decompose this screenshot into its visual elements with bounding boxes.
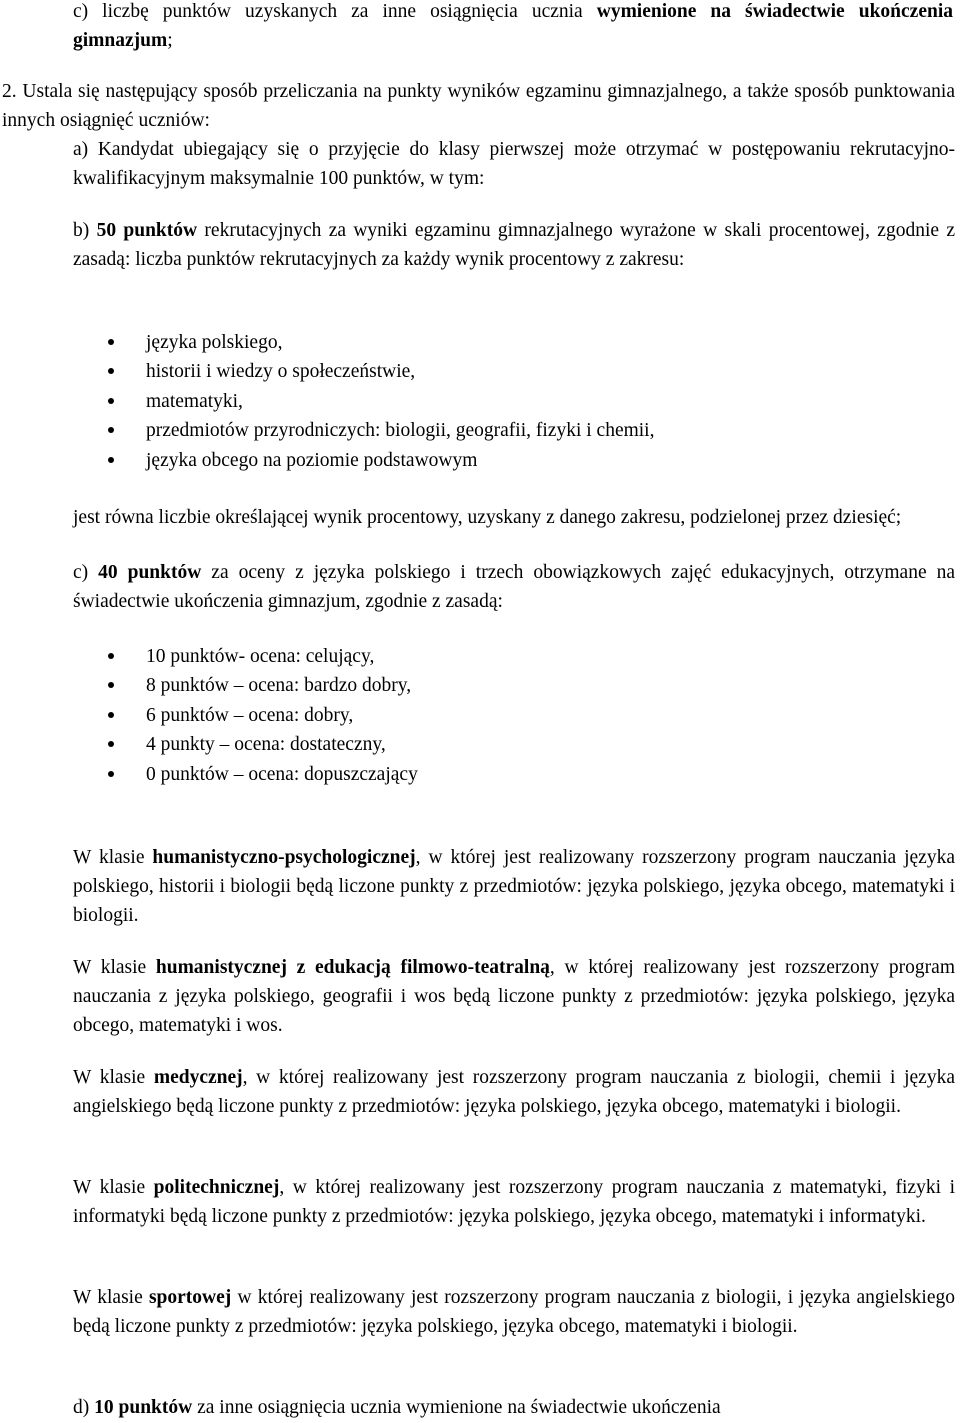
bullet-icon xyxy=(108,368,114,374)
paragraph-class-humanistyczna: W klasie humanistycznej z edukacją filmowo-teatralną, w której realizowany jest rozszerzony program nauczania z języka polskiego, geografii i wos będą liczone punkty z przedmiotów: języka polskiego, języka obcego, matematyki i wos. xyxy=(73,957,955,1036)
paragraph-top-c: c) liczbę punktów uzyskanych za inne osiągnięcia ucznia wymienione na świadectwie ukończenia gimnazjum; xyxy=(73,1,953,51)
paragraph-b: b) 50 punktów rekrutacyjnych za wyniki egzaminu gimnazjalnego wyrażone w skali procentowej, zgodnie z zasadą: liczba punktów rekrutacyjnych za każdy wynik procentowy z zakresu: xyxy=(73,220,955,270)
document-page: c) liczbę punktów uzyskanych za inne osiągnięcia ucznia wymienione na świadectwie ukończenia gimnazjum; 2. Ustala się następujący sposób przeliczania na punkty wyników egzaminu gimnazjalnego, a także sposób punktowania innych osiągnięć uczniów: a) Kandydat ubiegający się o przyjęcie do klasy pierwszej może otrzymać w postępowaniu rekrutacyjno-kwalifikacyjnym maksymalnie 100 punktów, w tym: b) 50 punktów rekrutacyjnych za wyniki egzaminu gimnazjalnego wyrażone w skali procentowej, zgodnie z zasadą: liczba punktów rekrutacyjnych za każdy wynik procentowy z zakresu: języka polskiego, historii i wiedzy o społeczeństwie, matematyki, przedmiotów przyrodniczych: biologii, geografii, fizyki i chemii, języka obcego na poziomie podstawowym jest równa liczbie określającej wynik procentowy, uzyskany z danego zakresu, podzielonej przez dziesięć; c) 40 punktów za oceny z języka polskiego i trzech obowiązkowych zajęć edukacyjnych, otrzymane na świadectwie ukończenia gimnazjum, zgodnie z zasadą: 10 punktów- ocena: celujący, 8 punktów – ocena: bardzo dobry, 6 punktów – ocena: dobry, 4 punkty – ocena: dostateczny, 0 punktów – ocena: dopuszczający W klasie humanistyczno-psychologicznej, w której jest realizowany rozszerzony program nauczania języka polskiego, historii i biologii będą liczone punkty z przedmiotów: języka polskiego, języka obcego, matematyki i biologii. W klasie humanistycznej z edukacją filmowo-teatralną, w której realizowany jest rozszerzony program nauczania z języka polskiego, geografii i wos będą liczone punkty z przedmiotów: języka polskiego, języka obcego, matematyki i wos. W klasie medycznej, w której realizowany jest rozszerzony program nauczania z biologii, chemii i języka angielskiego będą liczone punkty z przedmiotów: języka polskiego, języka obcego, matematyki i biologii. W klasie politechnicznej, w której realizowany jest rozszerzony program nauczania z matematyki, fizyki i informatyki będą liczone punkty z przedmiotów: języka polskiego, języka obcego, matematyki i informatyki. W klasie sportowej w której realizowany jest rozszerzony program nauczania z biologii, i języka angielskiego będą liczone punkty z przedmiotów: języka polskiego, języka obcego, matematyki i biologii. d) 10 punktów za inne osiągnięcia ucznia wymienione na świadectwie ukończenia xyxy=(0,0,960,1423)
paragraph-class-humanistyczno-psychologiczna: W klasie humanistyczno-psychologicznej, w której jest realizowany rozszerzony program nauczania języka polskiego, historii i biologii będą liczone punkty z przedmiotów: języka polskiego, języka obcego, matematyki i biologii. xyxy=(73,847,955,926)
bullet-icon xyxy=(108,653,114,659)
paragraph-class-politechniczna: W klasie politechnicznej, w której realizowany jest rozszerzony program nauczania z matematyki, fizyki i informatyki będą liczone punkty z przedmiotów: języka polskiego, języka obcego, matematyki i informatyki. xyxy=(73,1177,955,1227)
paragraph-d: d) 10 punktów za inne osiągnięcia ucznia wymienione na świadectwie ukończenia xyxy=(73,1397,721,1418)
paragraph-c: c) 40 punktów za oceny z języka polskiego i trzech obowiązkowych zajęć edukacyjnych, otrzymane na świadectwie ukończenia gimnazjum, zgodnie z zasadą: xyxy=(73,562,955,612)
bullet-icon xyxy=(108,457,114,463)
paragraph-b-after: jest równa liczbie określającej wynik procentowy, uzyskany z danego zakresu, podzielonej przez dziesięć; xyxy=(73,507,902,528)
paragraph-a: a) Kandydat ubiegający się o przyjęcie do klasy pierwszej może otrzymać w postępowaniu rekrutacyjno-kwalifikacyjnym maksymalnie 100 punktów, w tym: xyxy=(73,139,955,189)
bullet-icon xyxy=(108,771,114,777)
bullet-icon xyxy=(108,712,114,718)
paragraph-class-sportowa: W klasie sportowej w której realizowany jest rozszerzony program nauczania z biologii, i języka angielskiego będą liczone punkty z przedmiotów: języka polskiego, języka obcego, matematyki i biologii. xyxy=(73,1287,955,1337)
paragraph-class-medyczna: W klasie medycznej, w której realizowany jest rozszerzony program nauczania z biologii, chemii i języka angielskiego będą liczone punkty z przedmiotów: języka polskiego, języka obcego, matematyki i biologii. xyxy=(73,1067,955,1117)
paragraph-point-2: 2. Ustala się następujący sposób przeliczania na punkty wyników egzaminu gimnazjalnego, a także sposób punktowania innych osiągnięć uczniów: xyxy=(2,81,955,131)
bullet-icon xyxy=(108,398,114,404)
bullet-icon xyxy=(108,741,114,747)
bullet-icon xyxy=(108,682,114,688)
bullet-icon xyxy=(108,427,114,433)
bullet-icon xyxy=(108,339,114,345)
